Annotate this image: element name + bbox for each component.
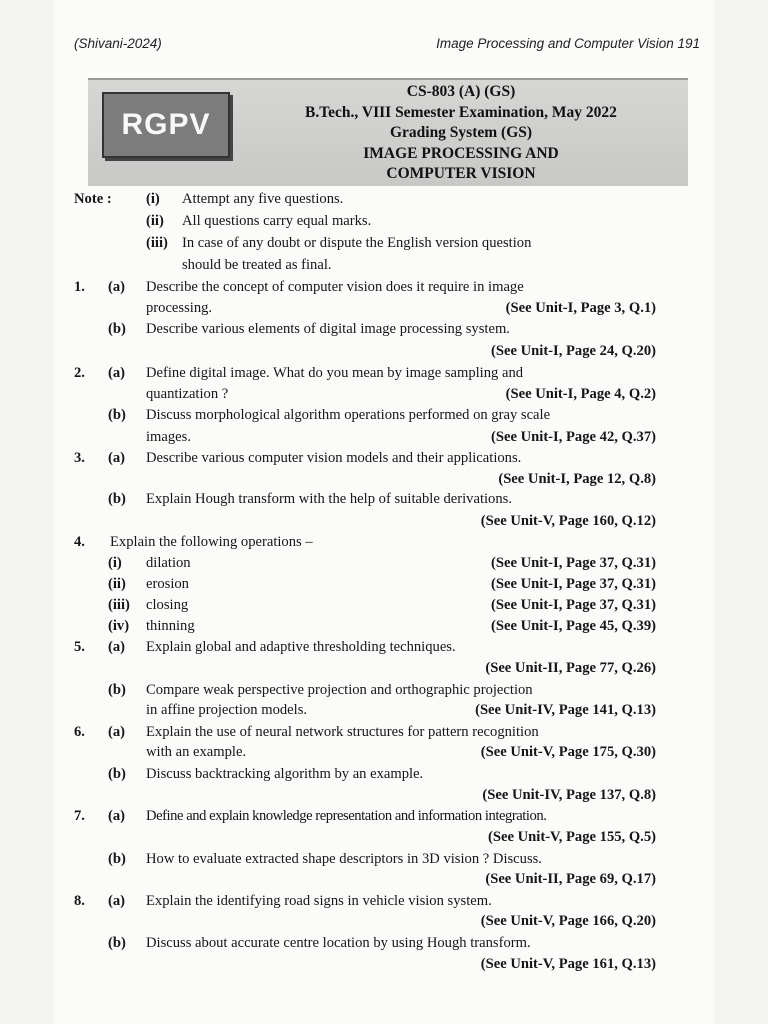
subject-line-1: IMAGE PROCESSING AND — [363, 144, 559, 162]
unit-reference: (See Unit-I, Page 37, Q.31) — [491, 597, 656, 613]
operation-text: erosion — [146, 576, 189, 592]
question-number: 8. — [74, 893, 85, 909]
header-source: (Shivani-2024) — [74, 36, 162, 51]
grading-system: Grading System (GS) — [389, 124, 533, 141]
question-text: Explain the use of neural network structures for pattern recognition — [146, 724, 539, 740]
question-text: Describe the concept of computer vision does it require in image — [146, 279, 524, 295]
exam-name: B.Tech., VIII Semester Examination, May 2022 — [305, 103, 617, 121]
question-text: Discuss backtracking algorithm by an example. — [146, 766, 424, 782]
unit-reference: (See Unit-V, Page 160, Q.12) — [480, 513, 656, 529]
part-label: (a) — [108, 893, 126, 909]
unit-reference: (See Unit-I, Page 37, Q.31) — [491, 576, 656, 592]
question-text: How to evaluate extracted shape descriptors in 3D vision ? Discuss. — [146, 851, 542, 867]
question-number: 4. — [74, 534, 85, 550]
operation-text: dilation — [146, 555, 191, 571]
question-number: 3. — [74, 450, 85, 466]
part-label: (b) — [108, 766, 126, 782]
header-title-page: Image Processing and Computer Vision 191 — [436, 36, 700, 51]
question-text: images. — [146, 429, 191, 445]
question-text: Explain the identifying road signs in vehicle vision system. — [146, 893, 492, 909]
question-number: 6. — [74, 724, 85, 740]
document-page — [54, 0, 714, 1024]
question-text: Explain Hough transform with the help of suitable derivations. — [146, 491, 512, 507]
exam-title-lines — [238, 82, 684, 185]
question-text: Compare weak perspective projection and orthographic projection — [146, 682, 533, 698]
unit-reference: (See Unit-II, Page 77, Q.26) — [485, 660, 656, 676]
unit-reference: (See Unit-V, Page 166, Q.20) — [480, 913, 656, 929]
exam-title-block — [88, 78, 688, 186]
note-item-text: In case of any doubt or dispute the English version question — [182, 235, 532, 251]
question-text: Define digital image. What do you mean by image sampling and — [146, 365, 524, 381]
unit-reference: (See Unit-V, Page 161, Q.13) — [480, 956, 656, 972]
part-label: (i) — [108, 555, 122, 571]
unit-reference: (See Unit-I, Page 4, Q.2) — [505, 386, 656, 402]
question-text: Explain the following operations – — [110, 534, 313, 550]
question-text: quantization ? — [146, 386, 229, 402]
question-text: in affine projection models. — [146, 702, 308, 718]
question-number: 7. — [74, 808, 85, 824]
unit-reference: (See Unit-I, Page 42, Q.37) — [491, 429, 656, 445]
operation-text: thinning — [146, 618, 195, 634]
part-label: (iv) — [108, 618, 130, 634]
part-label: (b) — [108, 851, 126, 867]
unit-reference: (See Unit-V, Page 155, Q.5) — [488, 829, 656, 845]
course-code: CS-803 (A) (GS) — [406, 83, 516, 100]
note-label: Note : — [74, 191, 112, 207]
part-label: (b) — [108, 407, 126, 423]
unit-reference: (See Unit-I, Page 12, Q.8) — [498, 471, 656, 487]
question-text: processing. — [146, 300, 213, 316]
unit-reference: (See Unit-I, Page 45, Q.39) — [491, 618, 656, 634]
subject-line-2: COMPUTER VISION — [386, 165, 536, 182]
part-label: (a) — [108, 724, 126, 740]
note-item-label: (ii) — [146, 213, 164, 229]
question-text: Discuss about accurate centre location by using Hough transform. — [146, 935, 531, 951]
operation-text: closing — [146, 597, 189, 613]
unit-reference: (See Unit-V, Page 175, Q.30) — [480, 744, 656, 760]
unit-reference: (See Unit-IV, Page 141, Q.13) — [475, 702, 656, 718]
part-label: (b) — [108, 935, 126, 951]
question-number: 2. — [74, 365, 85, 381]
unit-reference: (See Unit-I, Page 24, Q.20) — [491, 343, 656, 359]
note-item-label: (i) — [146, 191, 160, 207]
part-label: (a) — [108, 808, 126, 824]
part-label: (a) — [108, 450, 126, 466]
note-item-label: (iii) — [146, 235, 168, 251]
question-number: 1. — [74, 279, 85, 295]
note-item-text: All questions carry equal marks. — [182, 213, 372, 229]
note-item-text: should be treated as final. — [182, 257, 332, 273]
part-label: (ii) — [108, 576, 126, 592]
question-number: 5. — [74, 639, 85, 655]
question-text: Explain global and adaptive thresholding techniques. — [146, 639, 456, 655]
unit-reference: (See Unit-I, Page 3, Q.1) — [505, 300, 656, 316]
question-text: Discuss morphological algorithm operations performed on gray scale — [146, 407, 551, 423]
part-label: (iii) — [108, 597, 130, 613]
part-label: (a) — [108, 279, 126, 295]
question-text: with an example. — [146, 744, 247, 760]
question-text: Define and explain knowledge representation and information integration. — [146, 808, 547, 824]
part-label: (b) — [108, 491, 126, 507]
question-text: Describe various computer vision models and their applications. — [146, 450, 522, 466]
rgpv-logo — [102, 92, 230, 158]
question-text: Describe various elements of digital image processing system. — [146, 321, 510, 337]
part-label: (a) — [108, 365, 126, 381]
unit-reference: (See Unit-I, Page 37, Q.31) — [491, 555, 656, 571]
part-label: (a) — [108, 639, 126, 655]
part-label: (b) — [108, 682, 126, 698]
logo-text: RGPV — [121, 108, 211, 141]
part-label: (b) — [108, 321, 126, 337]
unit-reference: (See Unit-II, Page 69, Q.17) — [485, 871, 656, 887]
unit-reference: (See Unit-IV, Page 137, Q.8) — [482, 787, 656, 803]
note-item-text: Attempt any five questions. — [182, 191, 344, 207]
